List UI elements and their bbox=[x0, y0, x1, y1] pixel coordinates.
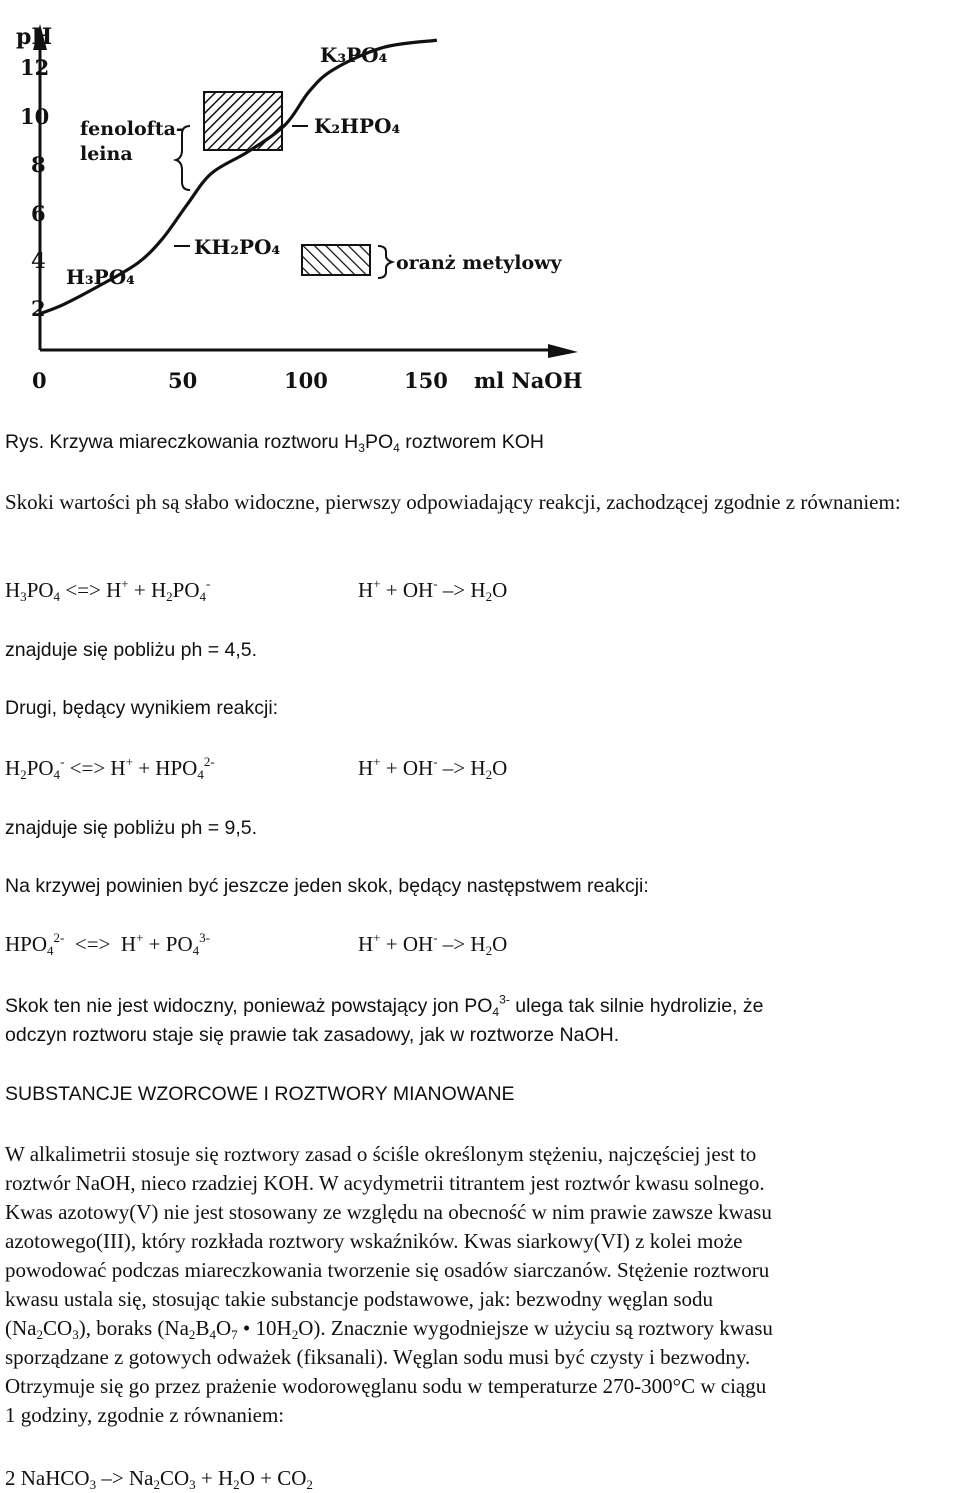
eq-part: H bbox=[5, 756, 21, 780]
sup: 3- bbox=[199, 929, 210, 945]
x-tick: 0 bbox=[32, 368, 47, 393]
eq-part: + OH bbox=[380, 578, 434, 602]
sub: 2 bbox=[306, 1477, 313, 1493]
eq-part: <=> H bbox=[60, 578, 122, 602]
eq-part: O bbox=[492, 932, 508, 956]
x-tick: 150 bbox=[404, 368, 448, 393]
sub: 7 bbox=[231, 1327, 238, 1343]
methyl-orange-label: oranż metylowy bbox=[396, 252, 562, 274]
species-k3po4: K₃PO₄ bbox=[320, 43, 388, 67]
sub: 3 bbox=[20, 589, 27, 605]
eq-part: + H bbox=[128, 578, 167, 602]
text-part: CO bbox=[43, 1316, 73, 1340]
eq-part: + OH bbox=[380, 932, 434, 956]
y-tick: 4 bbox=[31, 248, 46, 273]
text-part: O bbox=[215, 1316, 232, 1340]
x-tick: 50 bbox=[168, 368, 198, 393]
sub: 2 bbox=[166, 589, 173, 605]
y-tick: 6 bbox=[31, 201, 46, 226]
eq-part: HPO bbox=[5, 932, 48, 956]
paragraph-third-jump: Na krzywej powinien być jeszcze jeden skok, będący następstwem reakcji: bbox=[5, 875, 649, 897]
text-part: (Na bbox=[5, 1316, 37, 1340]
methyl-orange-zone bbox=[302, 245, 370, 275]
eq-part: + HPO bbox=[132, 756, 198, 780]
text-part: B bbox=[195, 1316, 210, 1340]
sub: 3 bbox=[358, 440, 365, 455]
ph-note-2: znajduje się pobliżu ph = 9,5. bbox=[5, 817, 258, 839]
paragraph-body bbox=[5, 1140, 773, 1430]
sup: + bbox=[136, 929, 144, 945]
eq-part: + PO bbox=[143, 932, 193, 956]
caption-text: Krzywa miareczkowania roztworu H bbox=[44, 431, 359, 453]
sup: - bbox=[433, 929, 438, 945]
y-tick: 12 bbox=[20, 55, 50, 80]
eq-part: PO bbox=[26, 578, 54, 602]
water-equation-1 bbox=[358, 576, 507, 605]
sub: 2 bbox=[188, 1327, 196, 1343]
caption-text: roztworem KOH bbox=[399, 431, 544, 453]
eq-part: O bbox=[492, 578, 508, 602]
body-line: Kwas azotowy(V) nie jest stosowany ze względu na obecność w nim prawie zawsze kwasu bbox=[5, 1200, 772, 1224]
phenolphthalein-zone bbox=[204, 92, 282, 150]
eq-part: H bbox=[358, 578, 374, 602]
equation-1-row bbox=[5, 576, 210, 605]
eq-part: O bbox=[492, 756, 508, 780]
eq-part: PO bbox=[26, 756, 54, 780]
sup: - bbox=[433, 753, 438, 769]
eq-part: 2 NaHCO bbox=[5, 1466, 90, 1490]
final-equation bbox=[5, 1464, 313, 1493]
phenolphthalein-label-line2: leina bbox=[80, 143, 133, 165]
text-part: O). Znacznie wygodniejsze w użyciu są roztwory kwasu bbox=[298, 1316, 773, 1340]
eq-part: + OH bbox=[380, 756, 434, 780]
water-equation-3 bbox=[358, 930, 507, 959]
sub: 3 bbox=[89, 1477, 97, 1493]
methyl-orange-brace bbox=[378, 246, 392, 278]
sub: 4 bbox=[192, 943, 200, 959]
caption-text: PO bbox=[364, 431, 394, 453]
y-tick: 2 bbox=[31, 296, 46, 321]
body-line: azotowego(III), który rozkłada roztwory wskaźników. Kwas siarkowy(VI) z kolei może bbox=[5, 1229, 743, 1253]
eq-part: H bbox=[358, 932, 374, 956]
sub: 4 bbox=[197, 767, 204, 783]
sub: 2 bbox=[485, 589, 493, 605]
sub: 4 bbox=[393, 440, 400, 455]
eq-part: H bbox=[5, 578, 21, 602]
paragraph-skok bbox=[5, 992, 764, 1050]
text-part: Skok ten nie jest widoczny, ponieważ powstający jon PO bbox=[5, 995, 493, 1017]
sub: 2 bbox=[233, 1477, 240, 1493]
y-axis-label: pH bbox=[16, 24, 53, 50]
species-k2hpo4: K₂HPO₄ bbox=[314, 114, 401, 138]
sup: + bbox=[121, 575, 129, 591]
eq-part: + H bbox=[195, 1466, 234, 1490]
sub: 2 bbox=[485, 943, 493, 959]
sup: 2- bbox=[53, 929, 65, 945]
body-line: 1 godziny, zgodnie z równaniem: bbox=[5, 1403, 285, 1427]
sub: 2 bbox=[291, 1327, 299, 1343]
sub: 4 bbox=[53, 767, 61, 783]
sub: 3 bbox=[72, 1327, 79, 1343]
x-unit-label: ml NaOH bbox=[474, 368, 583, 393]
phenolphthalein-label-line1: fenolofta- bbox=[80, 118, 184, 140]
sub: 2 bbox=[153, 1477, 160, 1493]
sub: 3 bbox=[189, 1477, 196, 1493]
eq-part: –> H bbox=[437, 932, 486, 956]
sup: + bbox=[125, 753, 133, 769]
x-axis-arrow bbox=[548, 344, 578, 358]
eq-part: CO bbox=[159, 1466, 190, 1490]
body-line: powodować podczas miareczkowania tworzenie się osadów siarczanów. Stężenie roztworu bbox=[5, 1258, 770, 1282]
sup: + bbox=[373, 575, 381, 591]
sup: + bbox=[373, 929, 381, 945]
y-tick: 10 bbox=[20, 104, 50, 129]
sub: 4 bbox=[199, 589, 207, 605]
text-part: • 10H bbox=[237, 1316, 292, 1340]
figure-caption bbox=[5, 428, 544, 457]
section-heading: SUBSTANCJE WZORCOWE I ROZTWORY MIANOWANE bbox=[5, 1083, 515, 1105]
species-kh2po4: KH₂PO₄ bbox=[194, 235, 281, 259]
text-part: ), boraks (Na bbox=[78, 1316, 189, 1340]
eq-part: PO bbox=[172, 578, 200, 602]
sub: 2 bbox=[36, 1327, 43, 1343]
species-h3po4: H₃PO₄ bbox=[66, 265, 135, 289]
sub: 2 bbox=[485, 767, 493, 783]
body-line bbox=[5, 1316, 773, 1343]
eq-part: –> H bbox=[437, 578, 486, 602]
sub: 4 bbox=[492, 1004, 500, 1019]
sup: - bbox=[206, 575, 211, 591]
body-line: roztwór NaOH, nieco rzadziej KOH. W acydymetrii titrantem jest roztwór kwasu solnego. bbox=[5, 1171, 765, 1195]
x-tick: 100 bbox=[284, 368, 328, 393]
caption-prefix: Rys. bbox=[5, 431, 44, 453]
paragraph-intro: Skoki wartości ph są słabo widoczne, pierwszy odpowiadający reakcji, zachodzącej zgodnie z równaniem: bbox=[5, 490, 901, 514]
eq-part: H bbox=[358, 756, 374, 780]
body-line: kwasu ustala się, stosując takie substancje podstawowe, jak: bezwodny węglan sodu bbox=[5, 1287, 714, 1311]
sub: 4 bbox=[47, 943, 54, 959]
sup: 3- bbox=[499, 992, 510, 1007]
eq-part: <=> H bbox=[64, 756, 126, 780]
y-tick: 8 bbox=[31, 152, 46, 177]
drugi-line: Drugi, będący wynikiem reakcji: bbox=[5, 697, 279, 719]
body-line: sporządzane z gotowych odważek (fiksanali). Węglan sodu musi być czysty i bezwodny. bbox=[5, 1345, 751, 1369]
sup: 2- bbox=[203, 753, 215, 769]
equation-3-row bbox=[5, 930, 210, 959]
equation-1 bbox=[5, 575, 211, 605]
eq-part: –> Na bbox=[96, 1466, 154, 1490]
body-line: W alkalimetrii stosuje się roztwory zasad o ściśle określonym stężeniu, najczęściej jest to bbox=[5, 1142, 757, 1166]
sup: - bbox=[60, 753, 65, 769]
water-equation-2 bbox=[358, 754, 507, 783]
body-line: Otrzymuje się go przez prażenie wodorowęglanu sodu w temperaturze 270-300°C w ciągu bbox=[5, 1374, 767, 1398]
eq-part: O + CO bbox=[239, 1466, 307, 1490]
sub: 2 bbox=[20, 767, 27, 783]
ph-note-1: znajduje się pobliżu ph = 4,5. bbox=[5, 639, 258, 661]
sup: - bbox=[433, 575, 438, 591]
eq-part: –> H bbox=[437, 756, 486, 780]
text-part: ulega tak silnie hydrolizie, że bbox=[509, 995, 764, 1017]
equation-2-row bbox=[5, 754, 215, 783]
sup: + bbox=[373, 753, 381, 769]
titration-curve-figure bbox=[0, 0, 600, 410]
sub: 4 bbox=[53, 589, 61, 605]
text-part: odczyn roztworu staje się prawie tak zasadowy, jak w roztworze NaOH. bbox=[5, 1024, 620, 1046]
eq-part: <=> H bbox=[64, 932, 137, 956]
sub: 4 bbox=[209, 1327, 216, 1343]
